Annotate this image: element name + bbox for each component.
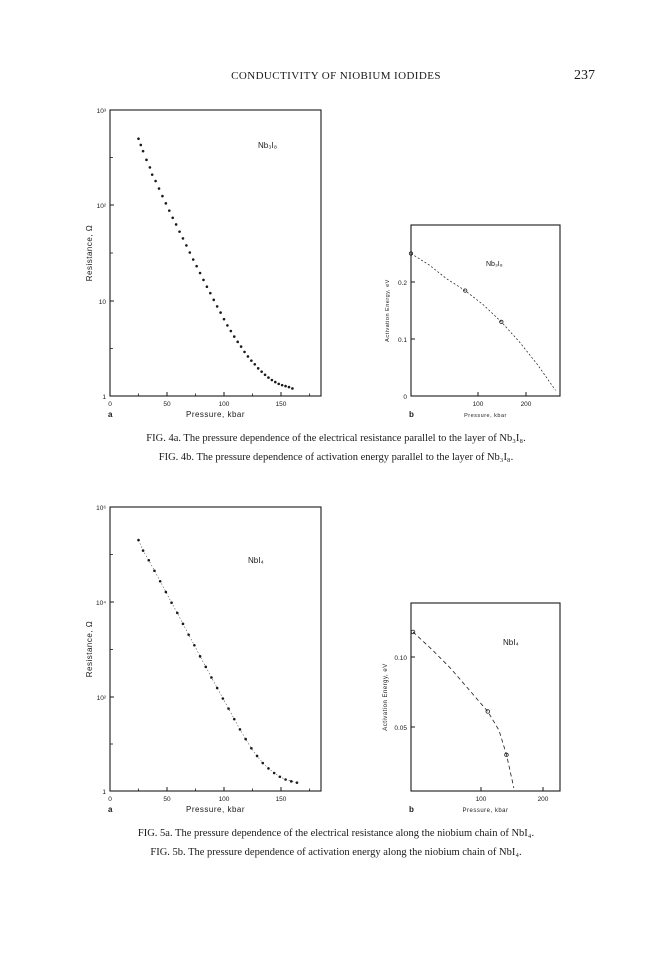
page-number: 237 (574, 68, 595, 83)
fig5a-data-point (296, 781, 299, 784)
fig5a-data-point (176, 612, 179, 615)
fig4a-data-point (284, 385, 287, 388)
fig5a-data-point (204, 666, 207, 669)
fig4a-data-point (230, 330, 233, 333)
fig5a-data-point (279, 775, 282, 778)
fig5b-data-marker (411, 630, 415, 634)
fig4a-data-point (250, 359, 253, 362)
fig5b-x-axis-label: Pressure, kbar (462, 808, 509, 814)
fig4a-data-point (267, 376, 270, 379)
fig5a-x-tick-label: 150 (275, 796, 287, 803)
fig4a-data-point (195, 265, 198, 268)
fig5a-data-point (250, 747, 253, 750)
fig4a-x-axis-label: Pressure, kbar (185, 410, 246, 419)
fig4b-trend-line (411, 254, 556, 391)
fig5a-data-point (256, 755, 259, 758)
fig4a-data-point (161, 195, 164, 198)
fig4a-data-point (236, 341, 239, 344)
fig5a-data-point (216, 687, 219, 690)
fig4a-data-point (151, 173, 154, 176)
fig5a-x-tick-label: 100 (218, 796, 230, 803)
fig4a-data-point (142, 150, 145, 153)
fig4a-compound-label: Nb₃I₈ (258, 141, 278, 150)
fig5a-x-tick-label: 0 (108, 796, 112, 803)
fig5a-data-point (182, 623, 185, 626)
fig4a-data-point (223, 318, 226, 321)
fig5b-panel-label: b (409, 805, 414, 814)
fig4a-y-tick-label: 1 (102, 394, 106, 401)
fig4a-y-tick-label: 10² (96, 203, 106, 210)
fig4a-data-point (154, 180, 157, 183)
fig4a-data-point (219, 311, 222, 314)
fig5a-data-point (290, 780, 293, 783)
fig4a-panel-label: a (108, 410, 113, 419)
fig5a-data-point (170, 601, 173, 604)
fig5b-y-tick-label: 0.10 (394, 655, 407, 662)
fig4a-data-point (260, 370, 263, 373)
fig5b-trend-line (413, 632, 514, 788)
fig4a-data-point (168, 209, 171, 212)
fig4a-data-point (145, 159, 148, 162)
fig5a-data-point (199, 655, 202, 658)
fig4a-data-point (137, 137, 140, 140)
fig4a-data-point (175, 223, 178, 226)
fig5a-chart (85, 505, 321, 814)
fig4a-data-point (139, 144, 142, 147)
fig4b-x-axis-label: Pressure, kbar (464, 413, 507, 419)
fig4a-x-tick-label: 0 (108, 401, 112, 408)
fig5a-panel-label: a (108, 805, 113, 814)
fig4a-x-tick-label: 50 (163, 401, 171, 408)
fig5b-x-tick-label: 100 (475, 796, 487, 803)
fig4b-x-tick-label: 100 (472, 401, 484, 408)
fig4a-data-point (178, 230, 181, 233)
fig4a-y-tick-label: 10³ (96, 108, 106, 115)
fig5a-data-point (165, 591, 168, 594)
figure-5b-caption: FIG. 5b. The pressure dependence of activation energy along the niobium chain of NbI₄. (150, 847, 522, 858)
fig5a-data-point (193, 644, 196, 647)
fig4a-x-tick-label: 150 (275, 401, 287, 408)
fig5a-y-tick-label: 10² (96, 695, 106, 702)
fig4a-data-point (185, 244, 188, 247)
running-title: CONDUCTIVITY OF NIOBIUM IODIDES (231, 70, 441, 82)
fig5b-chart (383, 603, 560, 814)
fig4b-data-marker (464, 289, 467, 292)
fig5a-data-point (187, 633, 190, 636)
fig5b-x-tick-label: 200 (537, 796, 549, 803)
fig4a-plot-frame (110, 110, 321, 396)
fig4a-y-axis-label: Resistance, Ω (85, 224, 94, 282)
fig5a-data-point (153, 569, 156, 572)
fig5a-data-point (233, 718, 236, 721)
fig4a-data-point (182, 237, 185, 240)
fig4b-data-marker (500, 320, 503, 323)
fig5a-data-point (159, 580, 162, 583)
fig4b-chart (385, 225, 560, 419)
fig4a-data-point (209, 292, 212, 295)
fig4a-data-point (277, 383, 280, 386)
fig4b-y-tick-label: 0 (403, 394, 407, 401)
fig4b-plot-frame (411, 225, 560, 396)
fig4a-data-point (149, 166, 152, 169)
fig5a-data-point (142, 549, 145, 552)
fig4b-y-tick-label: 0.1 (397, 337, 407, 344)
figure-4b-caption: FIG. 4b. The pressure dependence of activation energy parallel to the layer of Nb₃I₈. (158, 452, 514, 463)
fig4a-data-point (158, 187, 161, 190)
fig4a-data-point (243, 351, 246, 354)
fig4a-chart (85, 108, 321, 419)
fig5a-data-point (273, 772, 276, 775)
fig4a-data-point (202, 279, 205, 282)
fig5a-data-point (147, 559, 150, 562)
fig4a-data-point (253, 363, 256, 366)
fig5a-data-point (227, 707, 230, 710)
fig5a-data-point (261, 762, 264, 765)
fig4b-y-tick-label: 0.2 (397, 280, 407, 287)
fig4a-data-point (271, 379, 274, 382)
fig4a-data-point (226, 324, 229, 327)
fig5a-y-tick-label: 10⁴ (95, 600, 106, 607)
fig4a-data-point (281, 384, 284, 387)
fig5a-data-point (267, 767, 270, 770)
fig5a-plot-frame (110, 507, 321, 791)
fig5a-trend-line (139, 540, 298, 783)
fig4a-data-point (165, 202, 168, 205)
fig4a-data-point (199, 272, 202, 275)
fig4b-data-marker (409, 252, 412, 255)
fig5a-x-axis-label: Pressure, kbar (185, 805, 246, 814)
fig5a-data-point (239, 728, 242, 731)
fig5b-data-marker (505, 753, 509, 757)
fig4a-data-point (274, 381, 277, 384)
fig5b-compound-label: NbI₄ (503, 638, 519, 647)
fig4a-data-point (189, 251, 192, 254)
figure-4a-caption: FIG. 4a. The pressure dependence of the electrical resistance parallel to the layer of Nb₃I₈. (146, 433, 526, 444)
fig5a-x-tick-label: 50 (163, 796, 171, 803)
page-header (0, 68, 672, 88)
fig5a-y-tick-label: 1 (102, 789, 106, 796)
fig5a-data-point (210, 676, 213, 679)
fig4a-data-point (288, 386, 291, 389)
fig4a-data-point (233, 335, 236, 338)
fig4b-y-axis-label: Activation Energy, eV (385, 279, 391, 342)
fig5b-plot-frame (411, 603, 560, 791)
fig4b-compound-label: Nb₃I₈ (486, 261, 503, 268)
fig5a-data-point (222, 697, 225, 700)
fig5a-data-point (244, 738, 247, 741)
fig4a-data-point (206, 285, 209, 288)
fig5a-data-point (284, 778, 287, 781)
fig4a-data-point (192, 258, 195, 261)
fig4a-data-point (240, 345, 243, 348)
fig4b-panel-label: b (409, 410, 414, 419)
fig5a-y-axis-label: Resistance, Ω (85, 620, 94, 678)
fig4a-data-point (171, 216, 174, 219)
fig5a-y-tick-label: 10⁶ (96, 505, 106, 512)
fig4a-data-point (247, 355, 250, 358)
fig4a-data-point (216, 305, 219, 308)
fig5a-compound-label: NbI₄ (248, 556, 264, 565)
fig4a-x-tick-label: 100 (218, 401, 230, 408)
fig5a-data-point (137, 539, 140, 542)
fig4b-x-tick-label: 200 (520, 401, 532, 408)
fig4a-y-tick-label: 10 (98, 299, 106, 306)
fig4a-data-point (264, 373, 267, 376)
fig4a-data-point (291, 387, 294, 390)
fig4a-data-point (257, 367, 260, 370)
fig5b-data-marker (486, 710, 490, 714)
fig5b-y-tick-label: 0.05 (394, 725, 407, 732)
figure-5a-caption: FIG. 5a. The pressure dependence of the electrical resistance along the niobium chain of NbI₄. (137, 828, 535, 839)
fig5b-y-axis-label: Activation Energy, eV (383, 663, 389, 731)
fig4a-data-point (212, 299, 215, 302)
